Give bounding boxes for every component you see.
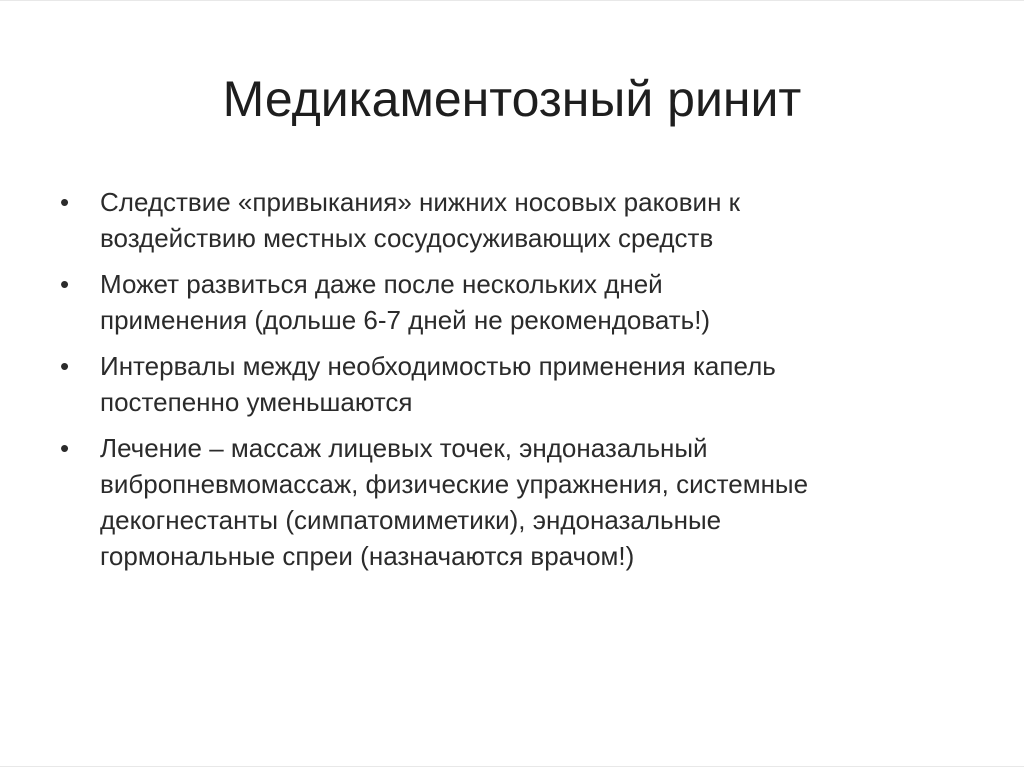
bullet-text-line: вибропневмомассаж, физические упражнения, системные [100,469,809,499]
bullet-text-line: Следствие «привыкания» нижних носовых раковин к [100,187,741,217]
bullet-text-line: постепенно уменьшаются [100,387,413,417]
bullet-dot-icon: • [60,351,70,381]
bullet-text-line: Лечение – массаж лицевых точек, эндоназальный [100,433,708,463]
slide-title: Медикаментозный ринит [222,71,802,127]
bullet-text-line: Интервалы между необходимостью применения капель [100,351,776,381]
bullet-dot-icon: • [60,269,70,299]
bullet-text-line: применения (дольше 6-7 дней не рекомендовать!) [100,305,711,335]
bullet-dot-icon: • [60,187,70,217]
bullet-item [60,348,980,420]
bullet-list [60,184,980,584]
bullet-dot-icon: • [60,433,70,463]
bullet-item [60,430,980,574]
bullet-text-line: декогнестанты (симпатомиметики), эндоназальные [100,505,722,535]
bullet-item [60,266,980,338]
bullet-text-line: воздействию местных сосудосуживающих средств [100,223,714,253]
bullet-text-line: гормональные спреи (назначаются врачом!) [100,541,635,571]
bullet-item [60,184,980,256]
bullet-text-line: Может развиться даже после нескольких дней [100,269,663,299]
